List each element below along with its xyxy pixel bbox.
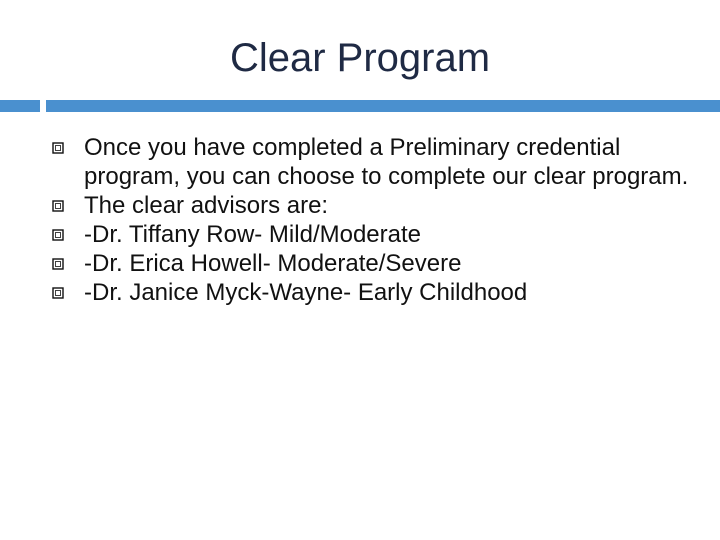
hollow-square-bullet-icon bbox=[52, 200, 64, 212]
accent-bar-right bbox=[46, 100, 720, 112]
list-item bbox=[50, 249, 700, 278]
list-item bbox=[50, 191, 700, 220]
list-item bbox=[50, 220, 700, 249]
bullet-text: -Dr. Erica Howell- Moderate/Severe bbox=[84, 250, 462, 277]
bullet-list bbox=[50, 133, 700, 307]
bullet-text: -Dr. Tiffany Row- Mild/Moderate bbox=[84, 221, 421, 248]
hollow-square-bullet-icon bbox=[52, 258, 64, 270]
list-item bbox=[50, 278, 700, 307]
bullet-text: Once you have completed a Preliminary credential program, you can choose to complete our clear program. bbox=[84, 134, 689, 190]
hollow-square-bullet-icon bbox=[52, 287, 64, 299]
bullet-text: The clear advisors are: bbox=[84, 192, 329, 219]
list-item bbox=[50, 133, 700, 191]
slide-title: Clear Program bbox=[229, 36, 491, 80]
bullet-text: -Dr. Janice Myck-Wayne- Early Childhood bbox=[84, 279, 528, 306]
hollow-square-bullet-icon bbox=[52, 229, 64, 241]
accent-bar-left bbox=[0, 100, 40, 112]
hollow-square-bullet-icon bbox=[52, 142, 64, 154]
